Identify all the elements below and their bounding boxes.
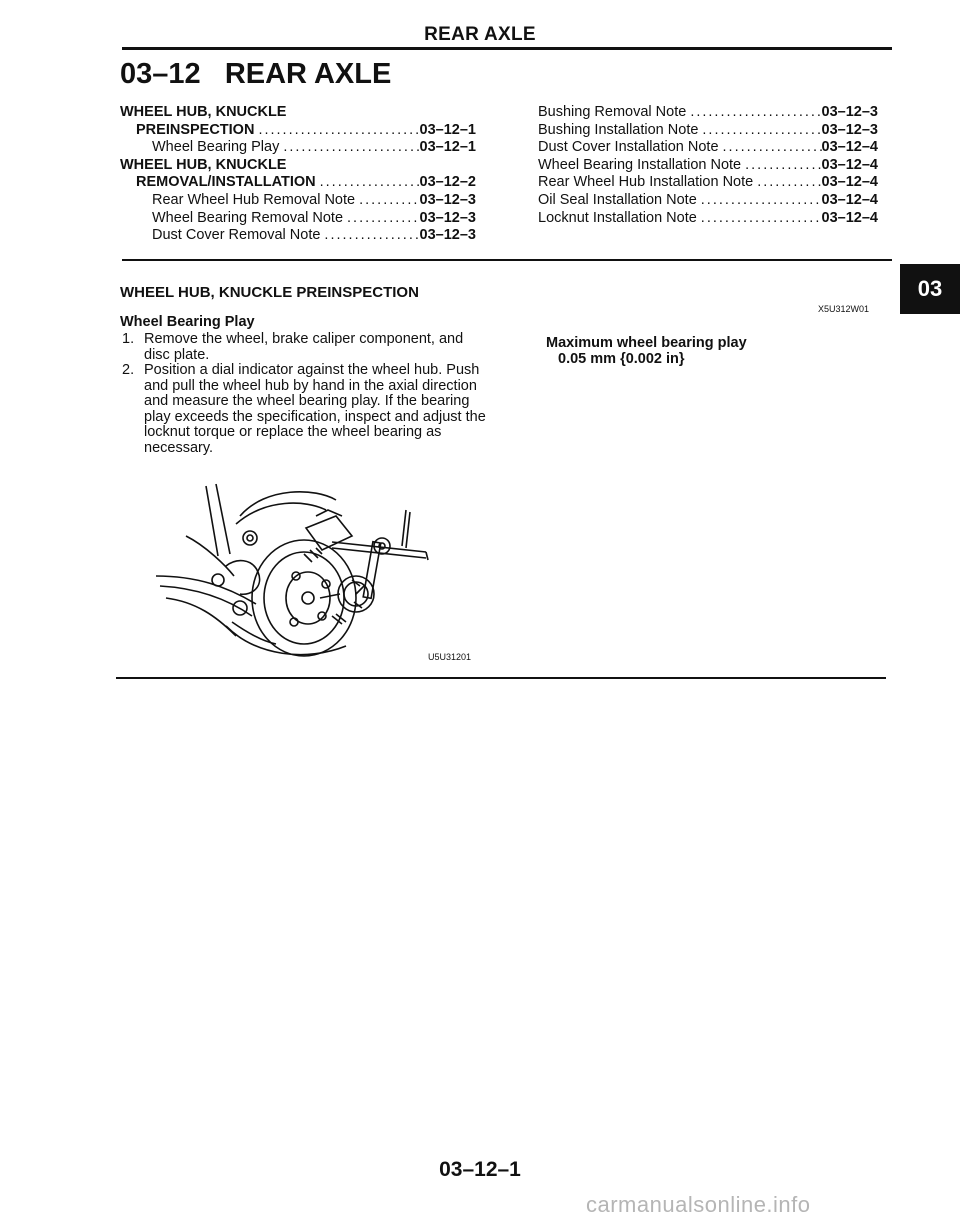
toc-entry-title: Dust Cover Removal Note — [152, 227, 321, 244]
toc-entry[interactable] — [538, 157, 878, 175]
procedure-steps — [120, 332, 490, 456]
toc-entry[interactable] — [120, 192, 476, 210]
subsection-heading: Wheel Bearing Play — [120, 314, 255, 330]
wheel-hub-dial-indicator-illustration — [156, 476, 456, 666]
toc-entry-title: Wheel Bearing Installation Note — [538, 156, 742, 173]
toc-entry-page: 03–12–3 — [419, 227, 476, 244]
section-title: 03–12 REAR AXLE — [120, 58, 392, 90]
toc-entry-title: Rear Wheel Hub Removal Note — [152, 191, 356, 208]
toc-heading: WHEEL HUB, KNUCKLE — [120, 156, 287, 173]
toc-entry-page: 03–12–3 — [419, 191, 476, 208]
figure-code: X5U312W01 — [818, 304, 870, 314]
toc-entry[interactable] — [120, 139, 476, 157]
toc-entry[interactable] — [120, 122, 476, 140]
page-number: 03–12–1 — [439, 1158, 521, 1181]
toc-entry-title: Oil Seal Installation Note — [538, 191, 697, 208]
toc-entry[interactable] — [120, 174, 476, 192]
toc-heading: WHEEL HUB, KNUCKLE — [120, 104, 287, 120]
section-heading: WHEEL HUB, KNUCKLE PREINSPECTION — [120, 284, 419, 301]
toc-entry-title: Wheel Bearing Play — [152, 139, 280, 156]
toc-left-column — [120, 104, 476, 245]
toc-entry-title: Bushing Installation Note — [538, 121, 699, 138]
toc-entry[interactable] — [538, 192, 878, 210]
toc-entry-title: Wheel Bearing Removal Note — [152, 209, 344, 226]
toc-entry[interactable] — [538, 104, 878, 122]
toc-entry-page: 03–12–4 — [821, 139, 878, 156]
procedure-step — [120, 363, 490, 456]
watermark: carmanualsonline.info — [586, 1192, 811, 1217]
chapter-tab: 03 — [900, 264, 960, 314]
toc-entry-page: 03–12–4 — [821, 209, 878, 226]
figure-code: U5U31201 — [428, 652, 472, 662]
toc-entry-page: 03–12–3 — [821, 121, 878, 138]
toc-entry-title: Bushing Removal Note — [538, 104, 687, 120]
toc-right-column — [538, 104, 878, 227]
toc-entry-page: 03–12–2 — [419, 174, 476, 191]
toc-entry[interactable] — [538, 139, 878, 157]
toc-entry-title: Locknut Installation Note — [538, 209, 697, 226]
spec-value: 0.05 mm {0.002 in} — [558, 351, 685, 367]
toc-entry-title: Dust Cover Installation Note — [538, 139, 719, 156]
spec-label: Maximum wheel bearing play — [546, 335, 747, 351]
specification-block — [546, 335, 747, 367]
step-number: 1. — [122, 331, 135, 347]
toc-entry-page: 03–12–4 — [821, 156, 878, 173]
toc-entry-title: REMOVAL/INSTALLATION — [136, 174, 316, 191]
section-end-rule — [116, 677, 886, 679]
running-header-title: REAR AXLE — [424, 24, 536, 45]
toc-entry-title: PREINSPECTION — [136, 121, 255, 138]
step-text: Position a dial indicator against the wheel hub. Push and pull the wheel hub by hand in the axial direction and measure the wheel bearing play. If the bearing play exceeds the specification, inspect and adjust the locknut torque or replace the wheel bearing as necessary. — [144, 362, 486, 456]
step-number: 2. — [122, 362, 135, 378]
toc-entry[interactable] — [120, 227, 476, 245]
toc-entry-page: 03–12–4 — [821, 174, 878, 191]
toc-entry[interactable] — [120, 210, 476, 228]
toc-entry-title: Rear Wheel Hub Installation Note — [538, 174, 754, 191]
step-text: Remove the wheel, brake caliper component, and disc plate. — [144, 331, 464, 363]
toc-entry-page: 03–12–3 — [419, 209, 476, 226]
toc-entry-page: 03–12–1 — [419, 121, 476, 138]
toc-entry[interactable] — [538, 210, 878, 228]
procedure-step — [120, 332, 490, 363]
toc-entry-page: 03–12–4 — [821, 191, 878, 208]
toc-entry[interactable] — [538, 174, 878, 192]
section-divider — [122, 259, 892, 261]
toc-entry[interactable] — [538, 122, 878, 140]
header-rule — [122, 47, 892, 50]
toc-entry-page: 03–12–1 — [419, 139, 476, 156]
toc-entry-page: 03–12–3 — [821, 104, 878, 120]
